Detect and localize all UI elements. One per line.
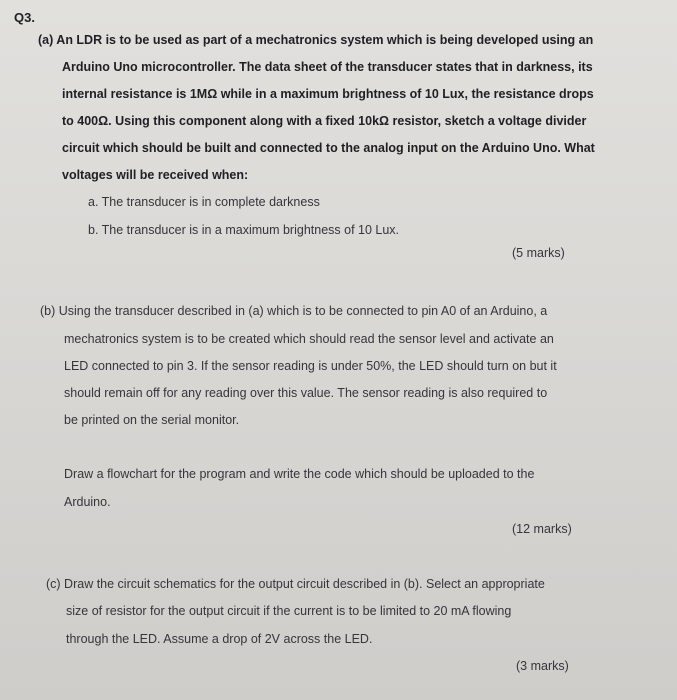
part-b-instruction-1: Draw a flowchart for the program and write the code which should be uploaded to the — [64, 467, 535, 481]
part-a-line-5: circuit which should be built and connected to the analog input on the Arduino Uno. What — [62, 141, 595, 155]
part-b-line-3: LED connected to pin 3. If the sensor reading is under 50%, the LED should turn on but it — [64, 359, 557, 373]
question-number: Q3. — [14, 10, 35, 25]
part-a-marks: (5 marks) — [512, 246, 565, 260]
part-c-line-1: (c) Draw the circuit schematics for the output circuit described in (b). Select an appropriate — [46, 577, 545, 591]
part-a-line-2: Arduino Uno microcontroller. The data sheet of the transducer states that in darkness, its — [62, 60, 593, 74]
part-b-line-5: be printed on the serial monitor. — [64, 413, 240, 427]
part-b-instruction-2: Arduino. — [64, 495, 111, 509]
part-a-line-3: internal resistance is 1MΩ while in a maximum brightness of 10 Lux, the resistance drops — [62, 87, 594, 101]
part-c-line-2: size of resistor for the output circuit if the current is to be limited to 20 mA flowing — [66, 604, 512, 618]
part-a-item-b: b. The transducer is in a maximum brightness of 10 Lux. — [88, 223, 400, 237]
part-c-line-3: through the LED. Assume a drop of 2V across the LED. — [66, 632, 373, 646]
part-b-line-1: (b) Using the transducer described in (a) which is to be connected to pin A0 of an Arduino, a — [40, 304, 548, 318]
part-a-item-a: a. The transducer is in complete darkness — [88, 195, 320, 209]
part-a-line-6: voltages will be received when: — [62, 168, 249, 182]
part-a-line-4: to 400Ω. Using this component along with a fixed 10kΩ resistor, sketch a voltage divider — [62, 114, 587, 128]
part-c-marks: (3 marks) — [516, 659, 569, 673]
part-a-line-1: (a) An LDR is to be used as part of a mechatronics system which is being developed using an — [38, 33, 594, 47]
part-b-marks: (12 marks) — [512, 522, 572, 536]
part-b-line-4: should remain off for any reading over this value. The sensor reading is also required to — [64, 386, 548, 400]
part-b-line-2: mechatronics system is to be created which should read the sensor level and activate an — [64, 332, 554, 346]
